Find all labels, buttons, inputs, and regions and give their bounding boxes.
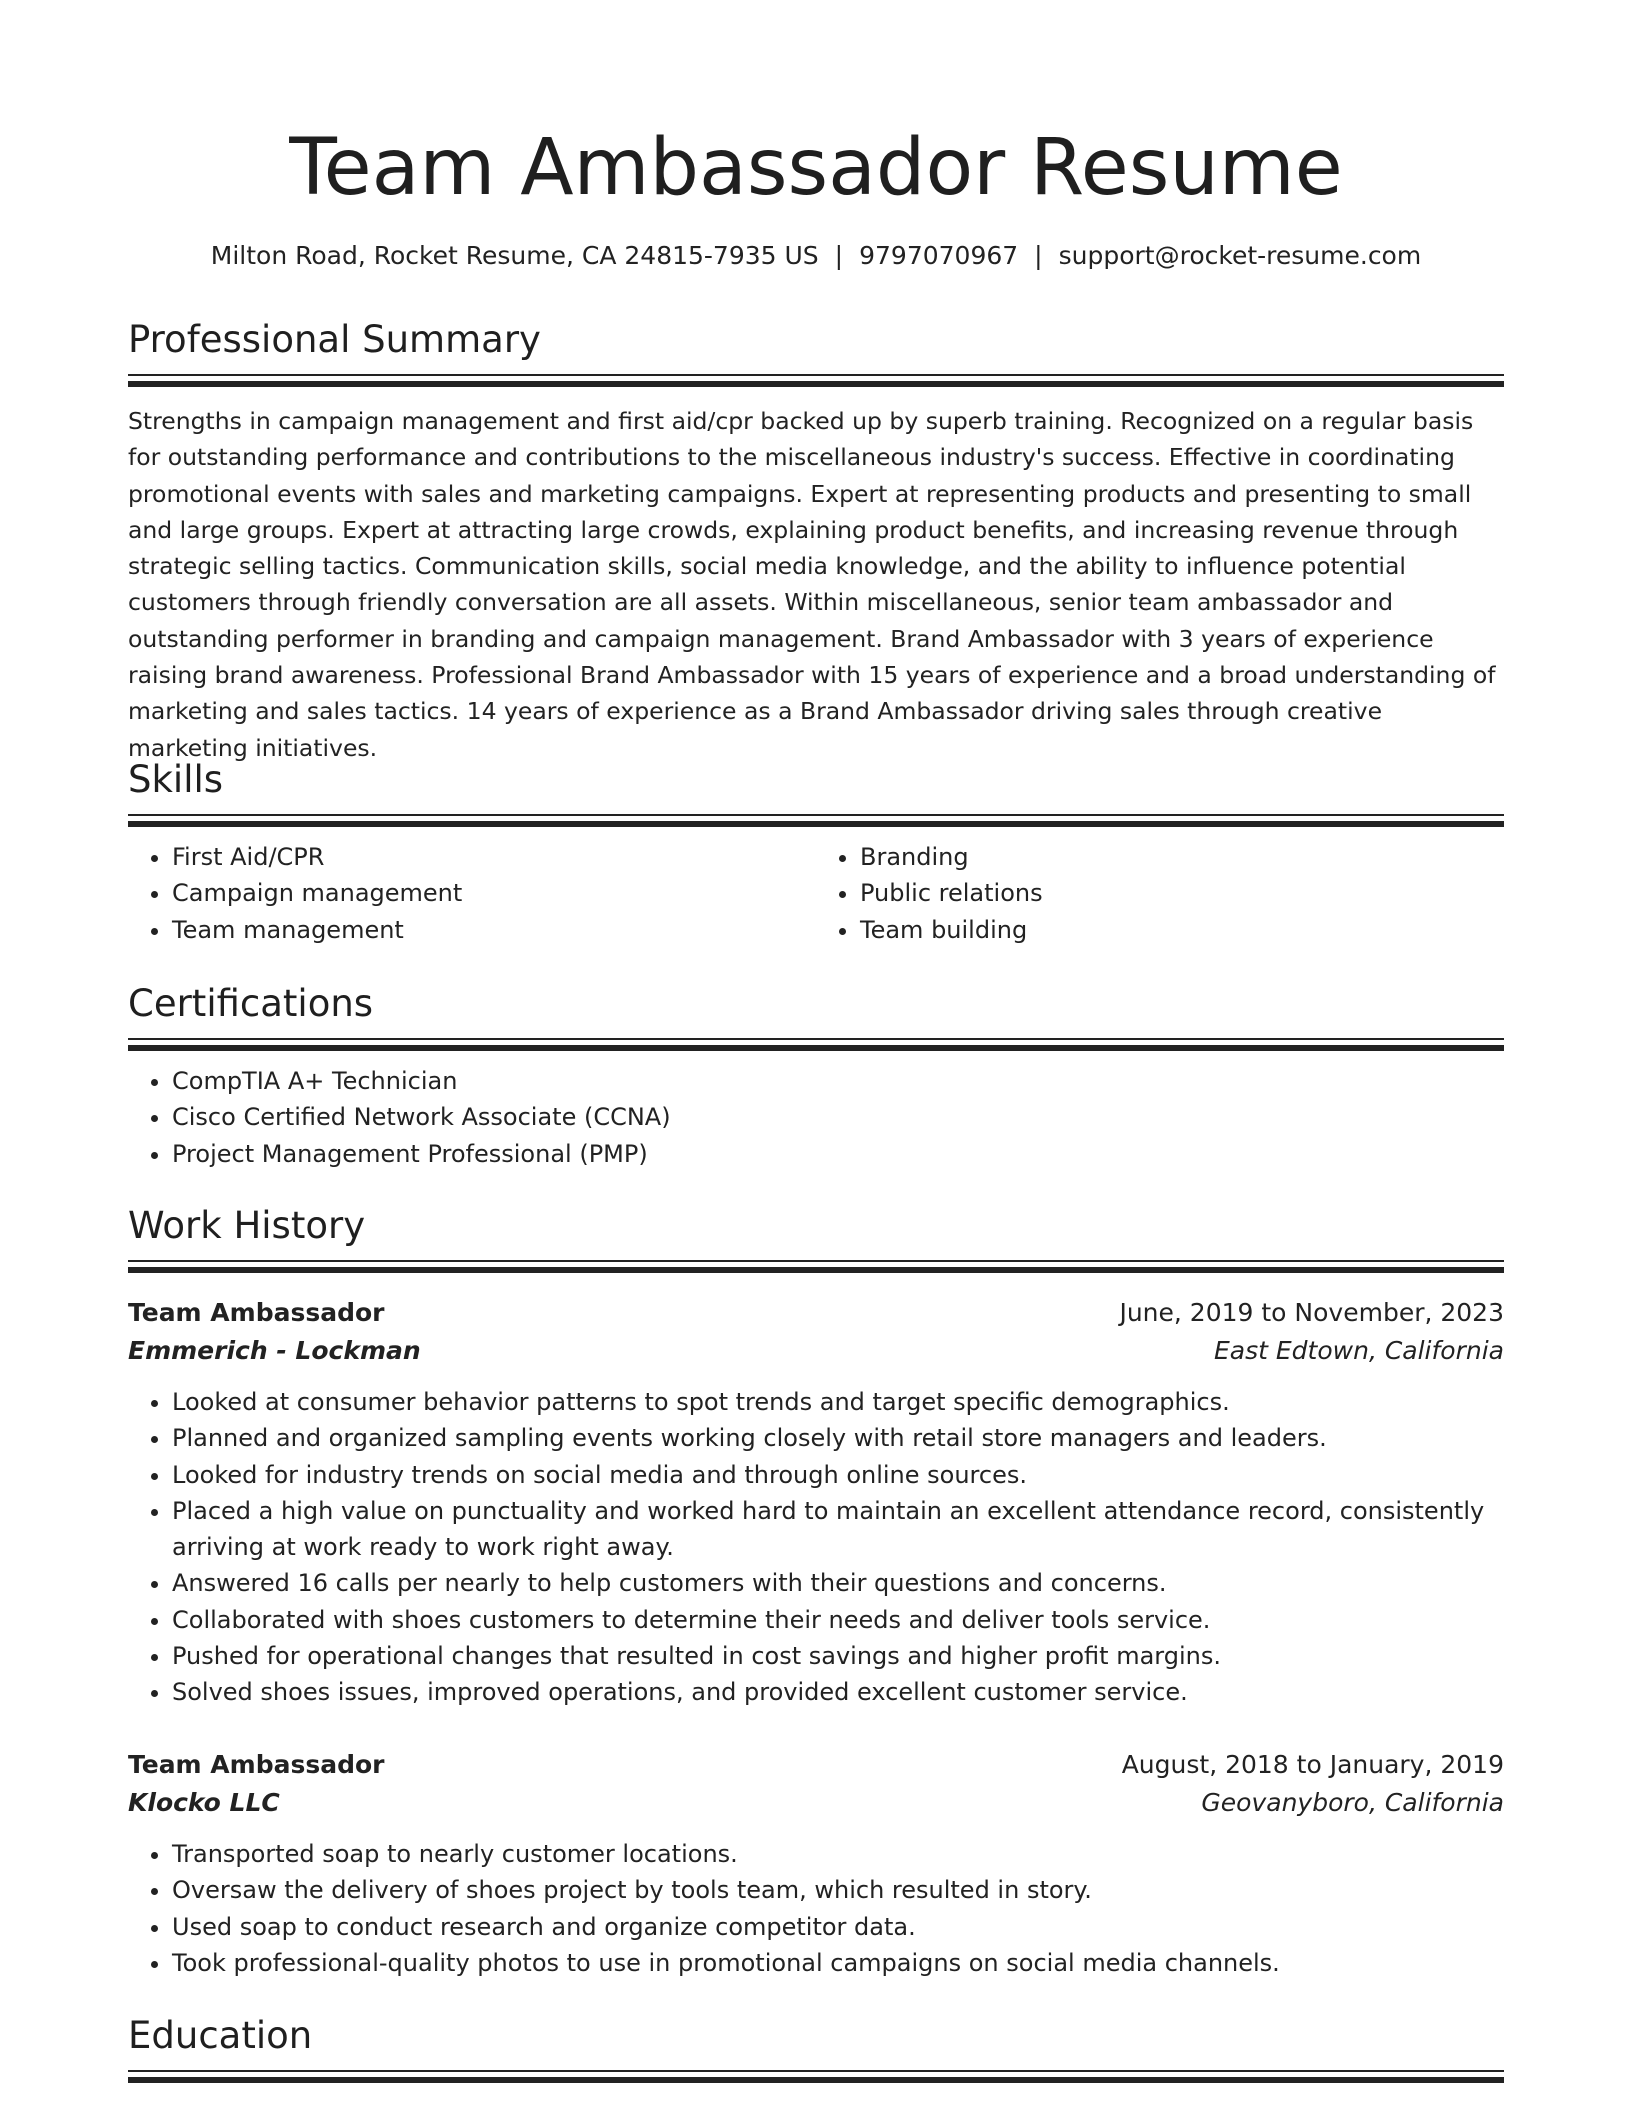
job-bullet: • Looked at consumer behavior patterns to spot trends and target specific demographics. xyxy=(172,1384,1504,1420)
contact-separator: | xyxy=(1034,241,1043,270)
skill-item: • Campaign management xyxy=(172,875,816,911)
job-bullet-list xyxy=(128,1836,1504,1981)
certification-item: • CompTIA A+ Technician xyxy=(172,1063,1504,1099)
job-bullet: • Planned and organized sampling events working closely with retail store managers and leaders. xyxy=(172,1420,1504,1456)
job-bullet: • Took professional-quality photos to use in promotional campaigns on social media channels. xyxy=(172,1945,1504,1981)
summary-section xyxy=(128,316,1504,766)
contact-separator: | xyxy=(834,241,844,270)
education-section xyxy=(128,2012,1504,2083)
section-heading: Professional Summary xyxy=(128,318,541,361)
section-heading: Certifications xyxy=(128,982,374,1025)
job-company-row xyxy=(128,1332,1504,1370)
job-company: Emmerich - Lockman xyxy=(128,1336,421,1365)
job-header-row xyxy=(128,1294,1504,1332)
certification-item: • Cisco Certified Network Associate (CCNA) xyxy=(172,1099,1504,1135)
job-title: Team Ambassador xyxy=(128,1750,385,1779)
skill-item: • Team management xyxy=(172,912,816,948)
section-divider xyxy=(128,2070,1504,2083)
certification-item: • Project Management Professional (PMP) xyxy=(172,1136,1504,1172)
skills-section xyxy=(128,756,1504,948)
job-location: East Edtown, California xyxy=(1214,1336,1504,1365)
certifications-list xyxy=(128,1063,1504,1172)
contact-address: Milton Road, Rocket Resume, CA 24815-7935 US xyxy=(210,241,819,270)
job-company: Klocko LLC xyxy=(128,1788,280,1817)
skills-list-left xyxy=(128,839,816,948)
job-header-row xyxy=(128,1746,1504,1784)
section-heading: Education xyxy=(128,2014,313,2057)
contact-line xyxy=(0,238,1632,274)
job-bullet: • Answered 16 calls per nearly to help customers with their questions and concerns. xyxy=(172,1565,1504,1601)
contact-phone: 9797070967 xyxy=(859,241,1019,270)
skill-item: • First Aid/CPR xyxy=(172,839,816,875)
skills-columns xyxy=(128,839,1504,948)
job-entry xyxy=(128,1294,1504,1711)
skills-list-right xyxy=(816,839,1504,948)
job-dates: June, 2019 to November, 2023 xyxy=(1119,1298,1504,1327)
job-bullet: • Oversaw the delivery of shoes project by tools team, which resulted in story. xyxy=(172,1872,1504,1908)
job-bullet: • Transported soap to nearly customer locations. xyxy=(172,1836,1504,1872)
job-bullet: • Used soap to conduct research and organize competitor data. xyxy=(172,1909,1504,1945)
job-bullet: • Placed a high value on punctuality and worked hard to maintain an excellent attendance record, consistently arriving at work ready to work right away. xyxy=(172,1493,1504,1566)
summary-text: Strengths in campaign management and first aid/cpr backed up by superb training. Recognized on a regular basis for outstanding performance and contributions to the miscellaneous industry's success. Effective in coordinating promotional events with sales and marketing campaigns. Expert at representing products and presenting to small and large groups. Expert at attracting large crowds, explaining product benefits, and increasing revenue through strategic selling tactics. Communication skills, social media knowledge, and the ability to influence potential customers through friendly conversation are all assets. Within miscellaneous, senior team ambassador and outstanding performer in branding and campaign management. Brand Ambassador with 3 years of experience raising brand awareness. Professional Brand Ambassador with 15 years of experience and a broad understanding of marketing and sales tactics. 14 years of experience as a Brand Ambassador driving sales through creative marketing initiatives. xyxy=(128,407,1496,762)
certifications-section xyxy=(128,980,1504,1172)
job-company-row xyxy=(128,1784,1504,1822)
section-divider xyxy=(128,1038,1504,1051)
section-divider xyxy=(128,814,1504,827)
job-bullet: • Solved shoes issues, improved operations, and provided excellent customer service. xyxy=(172,1674,1504,1710)
contact-email: support@rocket-resume.com xyxy=(1058,241,1422,270)
section-divider xyxy=(128,374,1504,387)
section-heading: Skills xyxy=(128,758,224,801)
job-entry xyxy=(128,1746,1504,1981)
job-bullet: • Looked for industry trends on social media and through online sources. xyxy=(172,1457,1504,1493)
work-history-section xyxy=(128,1202,1504,1273)
section-divider xyxy=(128,1260,1504,1273)
job-bullet-list xyxy=(128,1384,1504,1711)
job-bullet: • Collaborated with shoes customers to determine their needs and deliver tools service. xyxy=(172,1602,1504,1638)
skill-item: • Branding xyxy=(860,839,1504,875)
resume-title: Team Ambassador Resume xyxy=(289,123,1343,213)
job-title: Team Ambassador xyxy=(128,1298,385,1327)
job-location: Geovanyboro, California xyxy=(1201,1788,1504,1817)
skill-item: • Public relations xyxy=(860,875,1504,911)
section-heading: Work History xyxy=(128,1204,366,1247)
job-bullet: • Pushed for operational changes that resulted in cost savings and higher profit margins. xyxy=(172,1638,1504,1674)
job-dates: August, 2018 to January, 2019 xyxy=(1121,1750,1504,1779)
skill-item: • Team building xyxy=(860,912,1504,948)
